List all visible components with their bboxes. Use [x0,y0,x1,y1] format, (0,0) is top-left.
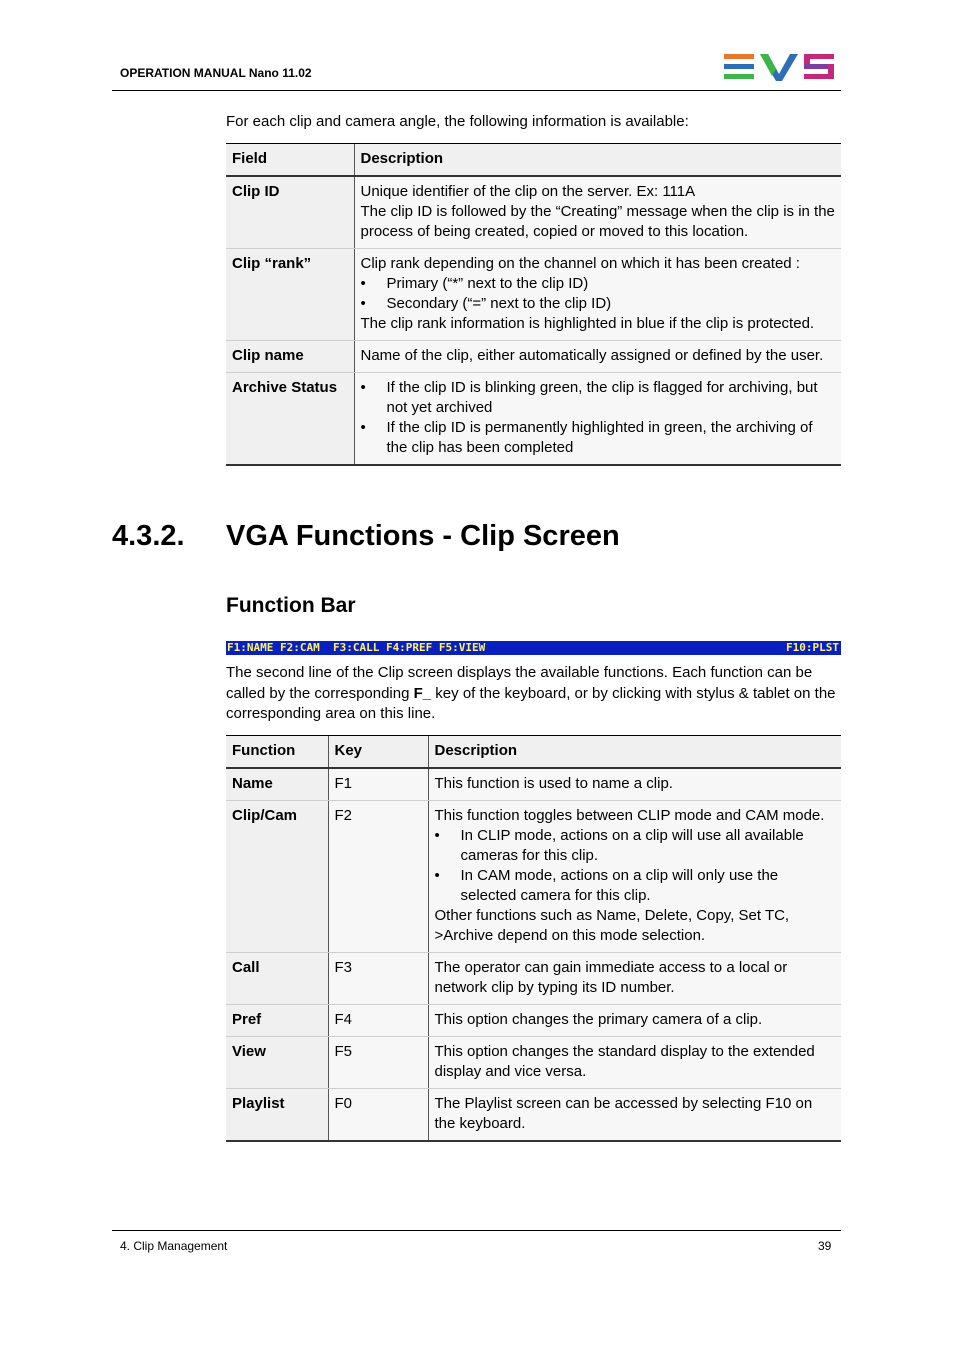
description-line: Other functions such as Name, Delete, Copy, Set TC, >Archive depend on this mode selection. [434,907,790,944]
description-line: Unique identifier of the clip on the server. Ex: 111A [360,183,696,200]
table-row [226,1089,841,1142]
description-line: The clip rank information is highlighted in blue if the clip is protected. [360,315,815,332]
function-key: F0 [328,1089,428,1142]
footer-divider [112,1230,841,1231]
function-name: Pref [226,1005,328,1037]
function-description: This function is used to name a clip. [428,768,841,801]
function-description: This option changes the standard display to the extended display and vice versa. [428,1037,841,1089]
description-line: This function toggles between CLIP mode and CAM mode. [434,807,825,824]
function-name: Clip/Cam [226,801,328,953]
list-item: • Primary (“*” next to the clip ID) [361,274,836,294]
function-key: F3 [328,953,428,1005]
description-line: Clip rank depending on the channel on which it has been created : [360,255,800,272]
field-name: Archive Status [226,373,354,466]
field-name: Clip ID [226,176,354,249]
evs-logo [724,52,836,82]
function-key: F1 [328,768,428,801]
function-name: Name [226,768,328,801]
function-description: The Playlist screen can be accessed by selecting F10 on the keyboard. [428,1089,841,1142]
field-description [354,373,841,466]
paragraph-text: key of the keyboard, or by clicking with stylus & tablet on the corresponding area on this line. [226,684,836,722]
section-title: VGA Functions - Clip Screen [226,520,620,552]
function-bar [226,641,841,655]
function-description: This option changes the primary camera of a clip. [428,1005,841,1037]
description-line: Name of the clip, either automatically assigned or defined by the user. [360,347,824,364]
section-heading [112,520,620,553]
field-description [354,176,841,249]
functions-table [226,735,841,1142]
table-header-description: Description [428,736,841,769]
subsection-heading: Function Bar [226,594,356,617]
list-item: • In CLIP mode, actions on a clip will use all available cameras for this clip. [435,826,836,866]
function-bar-playlist: F10:PLST [786,641,839,654]
footer-chapter: 4. Clip Management [120,1239,228,1253]
field-name: Clip name [226,341,354,373]
table-row [226,953,841,1005]
bullet-list [435,826,836,906]
table-row [226,373,841,466]
table-row [226,1037,841,1089]
header-divider [112,90,841,91]
table-header-key: Key [328,736,428,769]
table-header-description: Description [354,144,841,177]
clip-info-table [226,143,841,466]
page-number: 39 [818,1239,832,1253]
list-item: • If the clip ID is blinking green, the clip is flagged for archiving, but not yet archived [361,378,836,418]
field-description [354,249,841,341]
table-row [226,176,841,249]
section-number: 4.3.2. [112,520,185,552]
table-row [226,249,841,341]
header-title: OPERATION MANUAL Nano 11.02 [120,66,312,80]
bullet-list [361,378,836,458]
function-description [428,801,841,953]
function-name: Playlist [226,1089,328,1142]
table-row [226,1005,841,1037]
function-key: F5 [328,1037,428,1089]
table-header-function: Function [226,736,328,769]
table-row [226,801,841,953]
function-bar-keys: F1:NAME F2:CAM F3:CALL F4:PREF F5:VIEW [227,641,486,654]
table-row [226,768,841,801]
list-item: • In CAM mode, actions on a clip will only use the selected camera for this clip. [435,866,836,906]
table-row [226,341,841,373]
table-header-field: Field [226,144,354,177]
list-item: • If the clip ID is permanently highlighted in green, the archiving of the clip has been completed [361,418,836,458]
field-name: Clip “rank” [226,249,354,341]
description-line: The clip ID is followed by the “Creating” message when the clip is in the process of being created, copied or moved to this location. [360,203,835,240]
paragraph-text: The second line of the Clip screen displays the available functions. Each function can be called by the corresponding [226,664,813,702]
paragraph-key: F_ [413,684,432,702]
function-name: Call [226,953,328,1005]
function-name: View [226,1037,328,1089]
body-paragraph [226,663,841,725]
intro-text: For each clip and camera angle, the following information is available: [226,113,689,130]
field-description [354,341,841,373]
list-item: • Secondary (“=” next to the clip ID) [361,294,836,314]
function-key: F4 [328,1005,428,1037]
function-key: F2 [328,801,428,953]
function-description: The operator can gain immediate access to a local or network clip by typing its ID number. [428,953,841,1005]
bullet-list [361,274,836,314]
